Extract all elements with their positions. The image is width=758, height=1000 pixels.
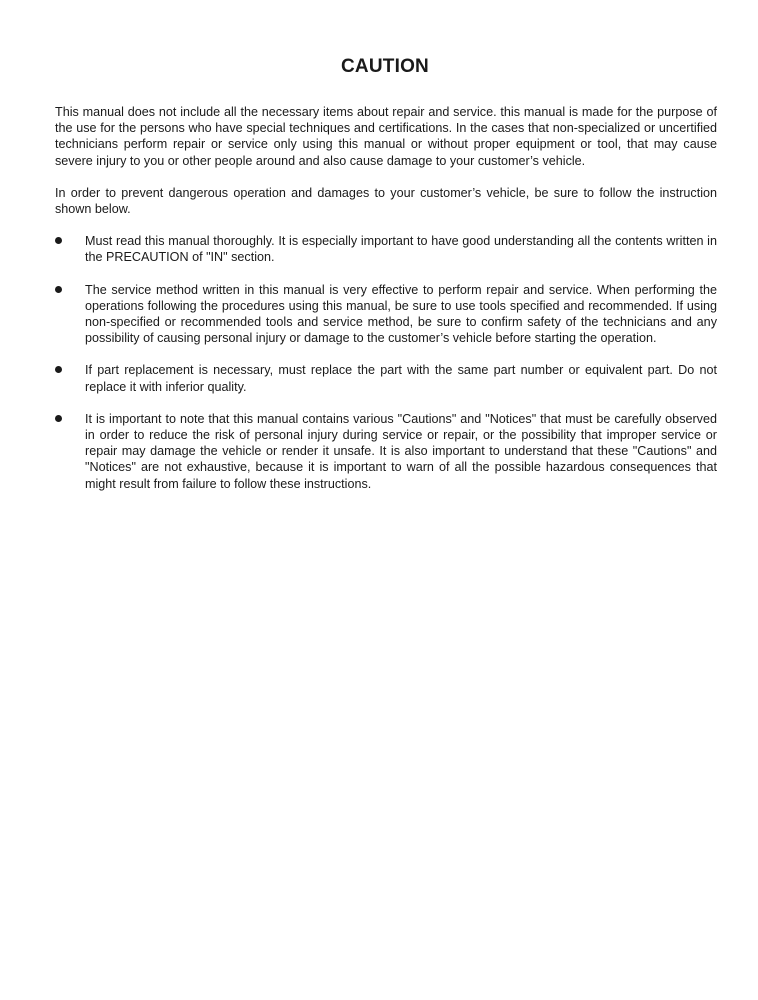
list-item — [55, 362, 717, 394]
bullet-icon — [55, 366, 62, 373]
document-body — [55, 104, 717, 508]
list-item-text: Must read this manual thoroughly. It is especially important to have good understanding all the contents written in the PRECAUTION of "IN" section. — [85, 234, 717, 265]
intro-paragraph: This manual does not include all the necessary items about repair and service. this manual is made for the purpose of the use for the persons who have special techniques and certifications. In the cases that non-specialized or uncertified technicians perform repair or service only using this manual or without proper equipment or tool, that may cause severe injury to you or other people around and also cause damage to your customer’s vehicle. — [55, 105, 717, 168]
list-item — [55, 233, 717, 265]
bullet-icon — [55, 415, 62, 422]
list-item-text: The service method written in this manual is very effective to perform repair and service. When performing the operations following the procedures using this manual, be sure to use tools specified and recommended. If using non-specified or recommended tools and service method, be sure to confirm safety of the technicians and any possibility of causing personal injury or damage to the customer’s vehicle before starting the operation. — [85, 282, 717, 346]
list-item-text: If part replacement is necessary, must replace the part with the same part number or equivalent part. Do not replace it with inferior quality. — [85, 363, 717, 394]
bullet-icon — [55, 237, 62, 244]
instruction-paragraph: In order to prevent dangerous operation and damages to your customer’s vehicle, be sure to follow the instruction shown below. — [55, 185, 717, 217]
list-item — [55, 411, 717, 492]
list-item — [55, 282, 717, 347]
page-title: CAUTION — [341, 56, 429, 77]
list-item-text: It is important to note that this manual contains various "Cautions" and "Notices" that must be carefully observed in order to reduce the risk of personal injury during service or repair, or the possibility that improper service or repair may damage the vehicle or render it unsafe. It is also important to understand that these "Cautions" and "Notices" are not exhaustive, because it is important to warn of all the possible hazardous consequences that might result from failure to follow these instructions. — [85, 411, 717, 491]
bullet-icon — [55, 286, 62, 293]
caution-list — [55, 233, 717, 492]
